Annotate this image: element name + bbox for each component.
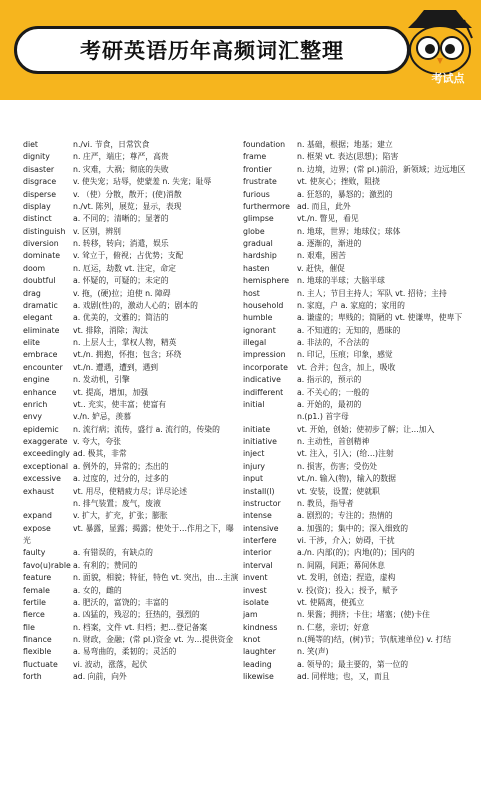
vocab-definition: n. 家庭，户 a. 家庭的；家用的 [297,300,405,310]
vocab-entry [23,164,241,176]
vocab-word: flexible [23,647,52,657]
vocab-word: impression [243,350,286,360]
vocab-word: female [23,585,50,595]
vocab-word: fierce [23,610,45,620]
vocab-word: initial [243,399,265,409]
vocab-word: inject [243,449,265,459]
vocab-word: glimpse [243,214,274,224]
vocab-word: expose [23,523,51,533]
vocab-definition: n. 边境，边界；(常 pl.)前沿，新领域；边远地区 [297,164,466,174]
vocab-definition: n. 财政，金融；(常 pl.)资金 vt. 为…提供资金 [73,635,234,644]
vocab-definition: vt./n. 瞥见，看见 [297,214,359,224]
vocab-entry [243,300,473,312]
vocab-entry [23,176,241,188]
vocab-definition: vt. 安装，设置；使就职 [297,486,380,496]
vocab-word: disgrace [23,177,57,187]
vocab-word: hasten [243,263,270,273]
vocab-entry [243,448,473,460]
vocab-entry [243,263,473,275]
vocab-entry [243,362,473,374]
vocab-entry [243,659,473,671]
vocab-entry [243,597,473,609]
vocab-word: input [243,474,264,484]
vocab-definition: v. 投(资)；投入；授予，赋予 [297,585,398,595]
vocab-definition: n./vi. 节食，日常饮食 [73,140,150,149]
vocab-word: incorporate [243,362,288,372]
vocab-definition: vt. 使隔离，使孤立 [297,597,365,607]
vocab-entry [23,300,241,312]
vocab-entry [23,312,241,324]
vocab-definition: vt. 发明，创造；捏造，虚构 [297,573,396,583]
vocab-word: file [23,622,35,632]
vocab-entry [243,250,473,262]
vocab-entry [243,424,473,436]
vocab-word: invest [243,585,267,595]
vocab-definition: n. 排气装置；废气，废液 [73,498,161,508]
vocab-word: exaggerate [23,437,68,446]
vocab-definition: vt. 合并；包含，加上，吸收 [297,362,396,372]
vocab-definition: a. 例外的，异常的；杰出的 [73,461,169,471]
vocab-word: diet [23,140,38,149]
vocab-definition: a. 有利的；赞同的 [73,560,138,570]
vocab-word: eliminate [23,325,60,335]
vocab-word: excessive [23,474,61,484]
vocab-entry [243,634,473,646]
vocab-definition: ad. 同样地；也，又，而且 [297,672,390,682]
vocab-definition: a. 戏剧(性)的，激动人心的；剧本的 [73,300,198,310]
vocab-word: globe [243,226,265,236]
vocab-definition: v. （使）分散，散开；(使)消散 [73,189,182,199]
vocab-word: hardship [243,251,277,261]
vocab-entry [23,226,241,238]
vocab-word: indifferent [243,387,284,397]
vocab-entry [23,560,241,572]
vocab-word: forth [23,672,42,682]
vocab-word: disaster [23,164,55,174]
vocab-entry [23,362,241,374]
vocab-entry [23,671,241,683]
vocab-definition: a. 有错误的，有缺点的 [73,548,153,558]
vocab-entry [243,325,473,337]
owl-mascot-icon [402,6,478,78]
vocab-definition: vt. 使灰心；挫败，阻挠 [297,177,380,187]
vocab-word: doom [23,263,46,273]
vocab-word: initiate [243,424,271,434]
vocab-definition: ad. 向前，向外 [73,672,127,682]
vocab-entry [23,325,241,337]
vocab-word: encounter [23,362,63,372]
vocab-word: finance [23,635,52,644]
vocab-entry [23,572,241,584]
vocab-word: dignity [23,152,50,162]
vocab-entry [23,387,241,399]
vocab-entry [243,349,473,361]
vocab-definition: a. 开始的，最初的 [297,399,362,409]
vocab-entry [243,238,473,250]
vocab-entry [243,312,473,324]
header-banner [0,0,481,100]
vocab-definition: a. 谦虚的；卑贱的；简陋的 vt. 使谦卑，使卑下 [297,313,463,323]
vocab-definition: n. 间隔，间距；幕间休息 [297,560,385,570]
vocab-word: hemisphere [243,276,290,286]
vocab-definition: a. 肥沃的，富饶的；丰富的 [73,597,169,607]
vocab-entry [23,424,241,436]
vocab-word: disperse [23,189,56,199]
vocab-definition: n. 灾难，大祸；彻底的失败 [73,164,169,174]
vocab-definition: a. 不知道的；无知的，愚昧的 [297,325,401,335]
vocab-definition: n. 印记，压痕；印象，感觉 [297,350,393,360]
vocab-definition: n. 基础，根据；地基；建立 [297,140,393,149]
vocab-entry [243,498,473,510]
vocab-entry [243,226,473,238]
vocab-entry [23,399,241,411]
vocab-definition: vt. 用尽，使精疲力尽；详尽论述 [73,486,187,496]
vocab-definition: vt. 排除，消除；淘汰 [73,325,149,335]
vocab-definition: v. 使失宠；玷辱，使蒙羞 n. 失宠；耻辱 [73,177,212,187]
vocab-entry [23,201,241,213]
vocab-entry [243,411,473,423]
vocab-entry [23,486,241,498]
vocab-word: interior [243,548,272,558]
vocab-entry [243,622,473,634]
vocab-word: injury [243,461,266,471]
vocab-word: enhance [23,387,57,397]
vocab-definition: vt. 提高，增加，加强 [73,387,149,397]
vocab-entry [23,263,241,275]
vocab-entry [23,659,241,671]
vocab-definition: a./n. 内部(的)；内地(的)；国内的 [297,548,415,558]
vocab-entry [23,151,241,163]
vocab-definition: n. 庄严，端庄；尊严，高贵 [73,152,169,162]
vocab-entry [243,510,473,522]
vocab-word: illegal [243,338,267,347]
vocab-definition: n. 仁慈，亲切；好意 [297,622,370,632]
vocab-definition: n. 上层人士，掌权人物，精英 [73,338,177,347]
vocab-entry [243,646,473,658]
vocab-entry [243,609,473,621]
vocab-definition: vi. 干涉，介入；妨碍，干扰 [297,536,395,545]
vocab-definition: a. 领导的；最主要的，第一位的 [297,659,409,669]
vocab-entry [23,238,241,250]
vocab-entry [23,473,241,485]
vocab-definition: a. 指示的，预示的 [297,375,362,385]
vocab-word: foundation [243,140,286,149]
vocab-word: fluctuate [23,659,58,669]
vocab-definition: vt. 注入，引入；(给…)注射 [297,449,394,459]
vocab-word: enrich [23,399,48,409]
vocab-definition: n. 教员，指导者 [297,498,354,508]
vocab-word: diversion [23,239,59,248]
vocab-entry [243,399,473,411]
vocab-definition: a. 不同的；清晰的；显著的 [73,214,169,224]
vocab-entry [23,461,241,473]
vocab-entry [23,250,241,262]
vocab-column-right [243,139,473,684]
vocab-word: laughter [243,647,276,657]
vocab-entry [23,448,241,460]
vocab-word: gradual [243,239,273,248]
vocab-word: dominate [23,251,61,261]
vocab-definition: vt./n. 遭遇，遭到，遇到 [73,362,159,372]
vocab-entry [23,275,241,287]
vocab-definition: a. 优美的，文雅的；简洁的 [73,313,169,323]
vocab-entry [243,164,473,176]
vocab-word: expand [23,511,52,521]
vocab-definition: a. 加强的；集中的；深入细致的 [297,523,409,533]
vocab-definition: a. 剧烈的；专注的；热情的 [297,511,393,521]
vocab-word: frontier [243,164,272,174]
vocab-entry [243,387,473,399]
vocab-entry [23,337,241,349]
vocab-word: drag [23,288,41,298]
vocab-word: install(l) [243,486,275,496]
vocab-word: interfere [243,536,277,545]
vocab-definition: a. 凶猛的，残忍的；狂热的，强烈的 [73,610,200,620]
vocab-entry [23,411,241,423]
vocab-entry [243,288,473,300]
vocab-definition: vt. 暴露，显露；揭露；使处于…作用之下，曝光 [23,523,234,545]
vocab-definition: n. 果酱；拥挤；卡住；堵塞；(使)卡住 [297,610,430,620]
vocab-definition: a. 怀疑的，可疑的；未定的 [73,276,169,286]
vocab-entry [23,288,241,300]
vocab-entry [243,189,473,201]
vocab-word: exhaust [23,486,55,496]
vocab-entry [243,585,473,597]
vocab-definition: v. 耸立于，俯视；占优势；支配 [73,251,184,261]
vocab-definition: a. 易弯曲的，柔韧的；灵活的 [73,647,177,657]
vocab-definition: v. 夸大，夸张 [73,437,121,446]
vocab-definition: n. 笑(声) [297,647,329,657]
vocab-word: epidemic [23,424,59,434]
vocab-entry [243,535,473,547]
vocab-entry [23,436,241,448]
vocab-definition: a. 女的，雌的 [73,585,122,595]
vocab-entry [243,523,473,535]
vocab-definition: vt. 开始，创始；使初步了解；让…加入 [297,424,435,434]
vocab-entry [243,151,473,163]
vocab-word: humble [243,313,273,323]
vocab-definition: n. 发动机，引擎 [73,375,130,385]
vocab-word: distinct [23,214,52,224]
vocab-word: household [243,300,284,310]
vocab-entry [243,337,473,349]
vocab-word: frame [243,152,267,162]
vocab-entry [23,585,241,597]
vocab-word: exceedingly [23,449,70,459]
vocab-entry [243,486,473,498]
vocab-definition: n.(p1.) 首字母 [297,412,349,422]
vocab-entry [23,349,241,361]
vocab-entry [23,213,241,225]
vocab-word: knot [243,635,261,644]
vocab-definition: vi. 波动，涨落，起伏 [73,659,148,669]
vocab-word: initiative [243,437,277,446]
vocab-word: embrace [23,350,58,360]
vocab-definition: ad. 极其，非常 [73,449,127,459]
vocab-column-left [23,139,241,684]
vocab-word: indicative [243,375,281,385]
vocab-definition: vt.. 充实，使丰富；使富有 [73,399,167,409]
vocab-word: furthermore [243,201,290,211]
vocab-word: distinguish [23,226,66,236]
brand-label: 考试点 [431,72,465,85]
vocab-entry [23,634,241,646]
vocab-definition: n. 流行病；流传，盛行 a. 流行的，传染的 [73,424,220,434]
vocab-definition: v. 赶快，催促 [297,263,345,273]
vocab-entry [243,176,473,188]
vocab-word: instructor [243,498,281,508]
vocab-word: dramatic [23,300,58,310]
vocab-word: faulty [23,548,46,558]
vocab-word: intensive [243,523,279,533]
vocab-entry [243,560,473,572]
vocab-entry [243,374,473,386]
vocab-word: exceptional [23,461,69,471]
vocab-definition: n. 主人；节目主持人；军队 vt. 招待；主持 [297,288,447,298]
vocab-entry [23,523,241,548]
vocab-definition: n. 框架 vt. 表达(思想)；陷害 [297,152,399,162]
vocab-definition: n. 厄运，劫数 vt. 注定，命定 [73,263,176,273]
vocab-entry [243,547,473,559]
vocab-word: leading [243,659,272,669]
vocab-definition: n. 地球的半球；大脑半球 [297,276,385,286]
vocab-entry [243,461,473,473]
vocab-entry [23,189,241,201]
vocab-definition: v. 区别，辨别 [73,226,121,236]
vocab-word: furious [243,189,270,199]
vocab-definition: a. 过度的，过分的，过多的 [73,474,169,484]
vocab-entry [23,498,241,510]
vocab-entry [23,374,241,386]
vocab-word: frustrate [243,177,277,187]
vocab-word: elite [23,338,40,347]
vocab-word: display [23,201,51,211]
vocab-definition: a. 不关心的；一般的 [297,387,370,397]
vocab-word: fertile [23,597,46,607]
vocab-definition: n. 地球，世界；地球仪；球体 [297,226,401,236]
vocab-entry [243,201,473,213]
vocab-word: elegant [23,313,53,323]
vocab-definition: vt./n. 拥抱，怀抱；包含；环绕 [73,350,182,360]
vocab-definition: a. 狂怒的，暴怒的；激烈的 [297,189,393,199]
vocab-entry [243,213,473,225]
vocab-definition: n. 艰难，困苦 [297,251,346,261]
vocab-entry [23,609,241,621]
page-title: 考研英语历年高频词汇整理 [80,39,344,63]
vocab-word: kindness [243,622,278,632]
vocab-word: intense [243,511,272,521]
vocab-definition: v. 拖，(硬)拉；迫使 n. 障碍 [73,288,171,298]
vocab-definition: n. 转移，转向；消遣，娱乐 [73,239,169,248]
vocab-definition: ad. 而且，此外 [297,201,351,211]
vocab-definition: n. 主动性，首创精神 [297,437,370,446]
vocab-entry [23,510,241,522]
vocab-word: jam [243,610,258,620]
vocab-definition: n. 损害，伤害；受伤处 [297,461,378,471]
vocab-word: likewise [243,672,274,682]
vocab-entry [243,671,473,683]
vocab-entry [23,622,241,634]
vocab-word: invent [243,573,268,583]
vocab-word: engine [23,375,50,385]
vocab-entry [243,572,473,584]
vocab-entry [243,139,473,151]
vocab-word: feature [23,573,52,583]
vocab-entry [243,436,473,448]
vocab-definition: a. 非法的，不合法的 [297,338,370,347]
vocab-definition: n. 档案，文件 vt. 归档；把…登记备案 [73,622,208,632]
vocab-word: ignorant [243,325,276,335]
vocab-definition: n./vt. 陈列，展览；显示，表现 [73,201,182,211]
title-box [14,26,410,74]
vocab-entry [23,646,241,658]
vocab-entry [23,139,241,151]
vocab-word: isolate [243,597,269,607]
vocab-definition: vt./n. 输入(物)，输入的数据 [297,474,396,484]
vocab-definition: n. 面貌，相貌；特征，特色 vt. 突出，由…主演 [73,573,239,583]
vocab-entry [23,597,241,609]
vocab-definition: n.(绳等的)结，(树)节；节(航速单位) v. 打结 [297,635,452,644]
vocab-definition: v./n. 妒忌，羡慕 [73,412,131,422]
vocab-word: doubtful [23,276,56,286]
vocab-word: host [243,288,260,298]
vocab-word: favo(u)rable [23,560,71,570]
vocab-definition: a. 逐渐的，渐进的 [297,239,362,248]
vocab-definition: v. 扩大，扩充，扩张；膨胀 [73,511,168,521]
vocab-word: interval [243,560,273,570]
vocab-entry [23,547,241,559]
vocab-entry [243,473,473,485]
vocab-entry [243,275,473,287]
vocab-word: envy [23,412,42,422]
